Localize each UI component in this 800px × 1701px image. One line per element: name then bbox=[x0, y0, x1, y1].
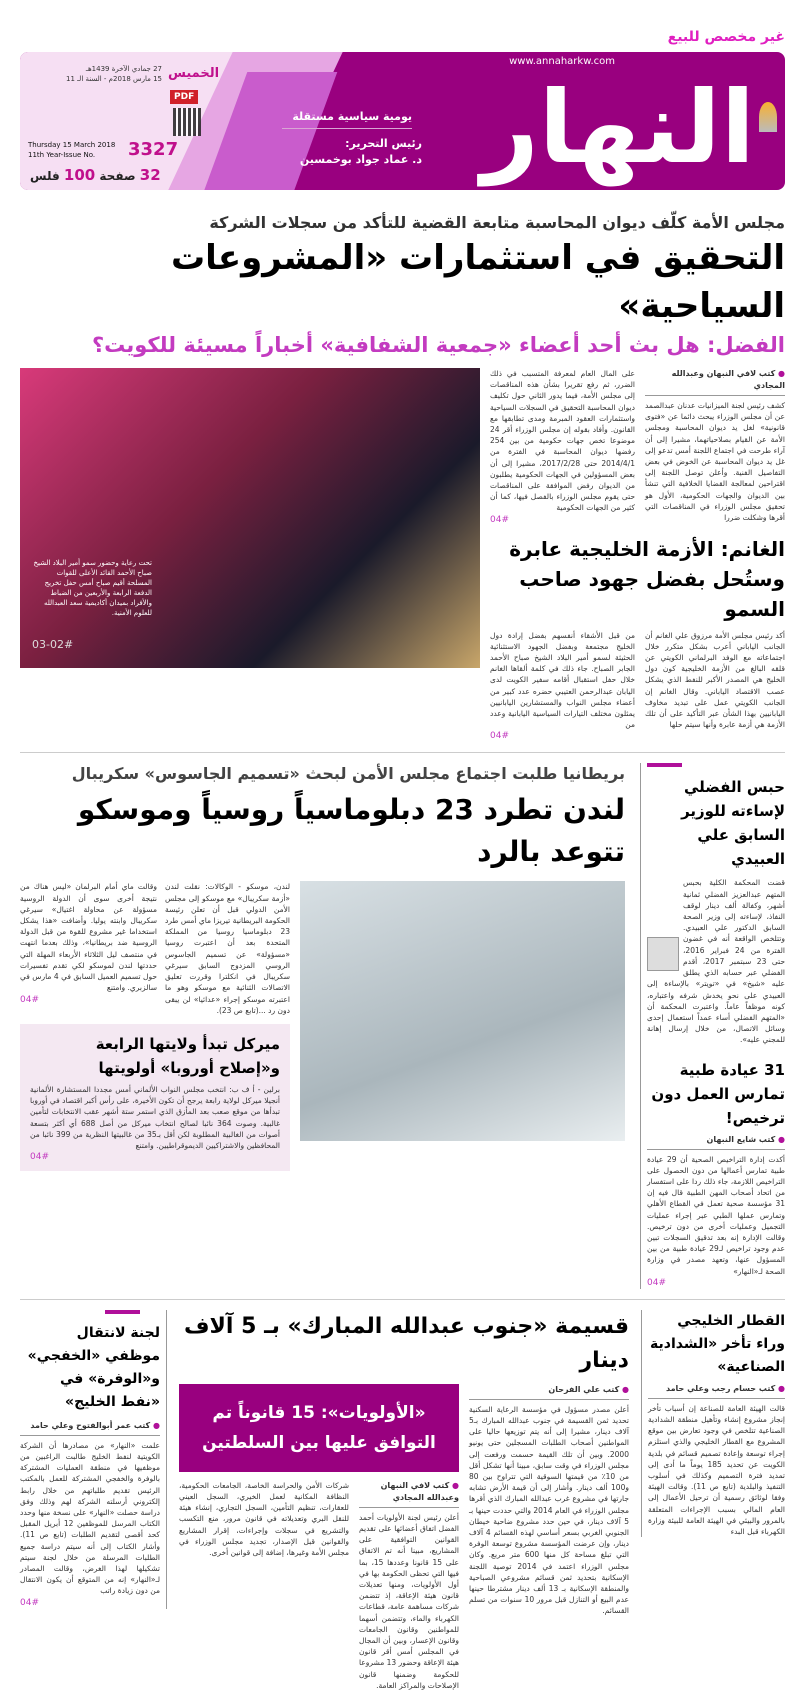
train-sidebar bbox=[641, 1310, 785, 1537]
website-link[interactable]: www.annaharkw.com bbox=[509, 56, 615, 67]
gregorian-date-en: Thursday 15 March 2018 bbox=[28, 141, 116, 149]
logo-sun-icon bbox=[759, 102, 777, 132]
lead-headline: التحقيق في استثمارات «المشروعات السياحية» bbox=[171, 238, 785, 326]
ghanim-headline-line2: وستُحل بفضل جهود صاحب السمو bbox=[519, 566, 785, 621]
lead-col-1: كشف رئيس لجنة الميزانيات عدنان عبدالصمد عن أن مجلس الوزراء يبحث دائما عن «فتوى قانونية» لغل يد ديوان المحاسبة ومجلس الأمة عن القيام بصلاحياتهما، مشيرا إلى أن آراء طرحت في اجتماع اللجنة أمس تدعو إلى غل يد ديوان المحاسبة عن الخوض في بعض التفاصيل الفنية. وأعلن توصل اللجنة إلى اقتراحين لمعالجة القضايا الخلافية التي تنشأ بين الديوان والجهات الحكومية، الأول هو تحقيق مجلس الوزراء في المناقصات التي أقرها وشكلت ضررا bbox=[645, 401, 785, 523]
merkel-ref[interactable]: 04# bbox=[30, 1152, 49, 1163]
bottom-section bbox=[20, 1310, 785, 1691]
ghanim-headline bbox=[490, 534, 785, 624]
qaseema-byline: ● كتب علي الفرحان bbox=[469, 1384, 629, 1400]
train-body: قالت الهيئة العامة للصناعة إن أسباب تأخر إنجاز مشروع إنشاء وتأهيل منطقة الشدادية الصناعية تتلخص في وجود تعارض بين موقع المشروع مع القطار الخليجي والذي استلزم إجراء توسعة وإعادة تصميم قسائم في بلدية الكويت عن تحديد 185 يوماً ما أدى إلى تمديد فترة التصميم وكذلك في أسلوب التنفيذ والبلدية (تابع ص 11). وقالت الهيئة وفقا لوثائق رسمية أن ترحيل الأعمال إلى العام المالي بسبب الإجراءات المتعلقة بالمرور والبيئي في الهيئة العامة للبيئة وزارة الكهرباء قبل البدء bbox=[647, 1403, 786, 1536]
fadhli-body: قضت المحكمة الكلية بحبس المتهم عبدالعزيز الفضلي ثمانية أشهر، وكفالة ألف دينار لوقف النفاذ، لإساءته إلى وزير الصحة السابق الدكتور علي العبيدي. وتتلخص الواقعة أنه في غضون الفترة من 24 فبراير 2016، حتى 23 سبتمبر 2017، أقدم الفضلي عبر حسابه الذي يطلق عليه «شيخ» في «تويتر» بالإساءة إلى العبيدي على نحو يخدش شرفه واعتباره، كونه موظفاً عاماً. واعتبرت المحكمة أن «المتهم الفضلي أساء عمداً استعمال إحدى وسائل الاتصال، من خلال إرسال إهانة للمجني عليه». bbox=[647, 878, 785, 1045]
khafji-headline: لجنة لانتقال موظفي «الخفجي» و«الوفرة» في «نفط الخليج» bbox=[27, 1324, 160, 1410]
lead-ref[interactable]: 04# bbox=[490, 514, 509, 525]
london-text-area bbox=[20, 881, 290, 1171]
price-info bbox=[30, 166, 161, 185]
price: 100 bbox=[63, 166, 96, 184]
lead-col-2-wrap bbox=[490, 368, 635, 526]
london-ref[interactable]: 04# bbox=[20, 994, 39, 1005]
priorities-headline-box: «الأولويات»: 15 قانوناً تم التوافق عليها بين السلطتين bbox=[179, 1384, 459, 1472]
khafji-byline: ● كتب عمر أبوالفتوح وعلي حامد bbox=[20, 1420, 160, 1436]
clinics-byline: ● كتب شايع النبهان bbox=[647, 1134, 785, 1150]
qaseema-col bbox=[469, 1384, 629, 1617]
merkel-body: برلين - أ ف ب: انتخب مجلس النواب الألماني أمس مجددا المستشارة الألمانية أنجيلا ميركل لولاية رابعة يرجح أن تكون الأخيرة، على رأس أكبر اقتصاد في أوروبا تبدأها من موقع صعب بعد المأزق الذي استمر ستة أشهر عقب الانتخابات لتأمين غالبية. وصوت 364 نائبا لصالح انتخاب ميركل من أصل 688 أي أكثر بتسعة أصوات من الغالبية المطلوبة لكن أقل بـ35 من غالبيتها النظرية من 399 نائبا من المحافظين والاشتراكيين الديموقراطيين. وامتنع bbox=[30, 1084, 281, 1150]
merkel-headline-line1: ميركل تبدأ ولايتها الرابعة bbox=[95, 1034, 280, 1053]
lead-col-1-wrap bbox=[645, 368, 785, 523]
sidebar-accent-bar bbox=[105, 1310, 140, 1314]
lead-kicker: مجلس الأمة كلّف ديوان المحاسبة متابعة القضية للتأكد من سجلات الشركة bbox=[209, 213, 785, 232]
merkel-headline-line2: و«إصلاح أوروبا» أولويتها bbox=[98, 1058, 280, 1077]
ghanim-col-2-wrap bbox=[490, 630, 635, 743]
london-col-2-wrap bbox=[20, 881, 157, 1005]
lead-byline: ● كتب لافي النبهان وعبدالله المجادي bbox=[645, 368, 785, 396]
clinics-body: أكدت إدارة التراخيص الصحية أن 29 عيادة طبية تمارس أعمالها من دون الحصول على التراخيص اللازمة، جاء ذلك ردا على استفسار من اتحاد أصحاب المهن الطبية قال فيه إن 31 مؤسسة صحية تعمل في القطاع الأهلي وتمارس عملها الطبي عبر إجراء عمليات التجميل وعمليات أخرى من دون ترخيص. وقالت الإدارة إنه بعد تدقيق السجلات تبين عدم وجود تراخيص لـ29 عيادة طبية من بين المسؤول عنها، وتعهد مصدر في وزارة الصحة لـ«النهار» bbox=[647, 1154, 785, 1276]
issue-number: 3327 bbox=[128, 139, 179, 160]
section-divider bbox=[20, 1299, 785, 1300]
editor-label: رئيس التحرير: bbox=[345, 137, 422, 150]
editor-in-chief bbox=[282, 136, 422, 168]
priorities-col-1: أعلن رئيس لجنة الأولويات أحمد الفضل اتفاق أعضائها على تقديم القوانين التوافقية على المشاريع، مبينا أنه تم الاتفاق على 15 قانونا وعددها 15، بما فيها التي تحظى الحكومة بها في أول الأولويات، ومنها تعديلات قانون هيئة الإعاقة، إذ تتضمن شركات مساهمة عامة، قطاعات الكهرباء والماء، وتتضمن أسهما للمواطنين وقانون الجامعات وقانون الإعسار، وبين أن المجال في المجلس أمس أقر قانون هيئة الإعاقة وحضور 13 مشروعا للحكومة وضمنها قانون الإصلاحات والمراكز العامة. bbox=[358, 1512, 459, 1690]
gregorian-date-ar: 15 مارس 2018م - السنة الـ 11 bbox=[65, 75, 162, 83]
section-divider bbox=[20, 752, 785, 753]
london-kicker: بريطانيا طلبت اجتماع مجلس الأمن لبحث «تسميم الجاسوس» سكريبال bbox=[71, 764, 625, 784]
priorities-col-1-wrap bbox=[359, 1480, 459, 1691]
hijri-date: 27 جمادي الآخرة 1439هـ bbox=[85, 65, 162, 73]
merkel-box bbox=[20, 1024, 290, 1171]
right-sidebar bbox=[640, 763, 785, 1288]
qaseema-area bbox=[179, 1310, 629, 1691]
merkel-photo bbox=[300, 881, 625, 1141]
train-byline: ● كتب حسام رجب وعلي حامد bbox=[648, 1383, 785, 1399]
london-headline: لندن تطرد 23 دبلوماسياً روسياً وموسكو تتوعد بالرد bbox=[77, 793, 625, 869]
london-col-1: لندن، موسكو - الوكالات: نقلت لندن «أزمة سكريبال» مع موسكو إلى مجلس الأمن الدولي قبل أن تعلن رئيسة الحكومة البريطانية تيريزا ماي أمس طرد 23 دبلوماسيا روسيا من المملكة المتحدة بعد أن اعتبرت روسيا «مسؤولة» عن تسميم الجاسوس الروسي المزدوج السابق سيرغي سكريبال في انكلترا وقررت تعليق الاتصالات الثنائية مع موسكو وهو ما اعتبرته موسكو إجراء «عدائيا» لن يبقى دون رد ...(تابع ص 23). bbox=[165, 882, 290, 1015]
lead-subhead: الفضل: هل بث أحد أعضاء «جمعية الشفافية» أخباراً مسيئة للكويت؟ bbox=[91, 333, 785, 357]
middle-section bbox=[20, 763, 785, 1288]
fadhli-text-wrap bbox=[647, 877, 785, 1045]
photo-caption: تحت رعاية وحضور سمو أمير البلاد الشيخ صباح الأحمد القائد الأعلى للقوات المسلحة أقيم صباح أمس حفل تخريج الدفعة الرابعة والأربعين من الضباط والأفراد بميدان أكاديمية سعد العبدالله للعلوم الأمنية. bbox=[33, 559, 152, 617]
page-count: 32 bbox=[139, 166, 161, 184]
merkel-headline bbox=[30, 1032, 280, 1080]
tagline: يومية سياسية مستقلة bbox=[282, 110, 412, 129]
photo-ref: 03-02# bbox=[32, 638, 74, 651]
lead-text-area bbox=[490, 368, 785, 742]
ghanim-headline-line1: الغانم: الأزمة الخليجية عابرة bbox=[509, 536, 785, 561]
dates-ar bbox=[28, 64, 162, 84]
qr-code-icon[interactable] bbox=[173, 108, 201, 136]
dates-en bbox=[28, 140, 123, 160]
lead-story bbox=[20, 212, 785, 742]
fadhli-headline: حبس الفضلي لإساءته للوزير السابق علي العبيدي bbox=[681, 778, 785, 869]
qaseema-body: أعلن مصدر مسؤول في مؤسسة الرعاية السكنية تحديد ثمن القسيمة في جنوب عبدالله المبارك بـ5 آلاف دينار، مشيرا إلى أنه يتم توزيعها حاليا على المواطنين أصحاب الطلبات المسجلين حتى يونيو 2000. وبين أن تلك القيمة حسمت ورفعت إلى مجلس الوزراء في وقت سابق، مبينا أنها تشكل أقل من 10٪ من قيمتها السوقية التي تتراوح بين 80 و100 ألف دينار. وأشار إلى أن قيمة الأرض تشابه جارتها في مشروع غرب عبدالله المبارك الذي أقرها مجلس الوزراء في العام 2014 والتي حددت حينها بـ 5 آلاف دينار، في حين حدد مشروع ضاحية خيطان الجنوبي الغربي بسعر أساسي لهذه القسائم 4 آلاف دينار، وإن عرضت المؤسسة مشروع توسعة الوفرة التي تبلغ مساحة كل منها 600 متر مربع. وكان مجلس الوزراء اعتمد في 2014 توصية اللجنة الإسكانية بتحديد ثمن قسائم مشروعي الصباحية والمنطقة الإسكانية بـ 13 ألف دينار مشترطا حينها عدم البيع أو التنازل قبل مرور 10 سنوات من تسلم القسائم. bbox=[468, 1404, 629, 1616]
currency-label: فلس bbox=[30, 169, 60, 183]
priorities-col-2: شركات الأمن والحراسة الخاصة، الجامعات الحكومية، النظافة المكانية لعمل الخيري، السجل العيني للعقارات، تنظيم التأمين، السجل التجاري، إنشاء هيئة للنقل البري وتعديلاته في قانون مرور، منع التكسب والتشريع في سجلات وإجراءات، إقرار المشاريع والقوانين قبل الإصدار، تجديد مجلس الوزراء في مجلس الأمة وغيرها، إضافة إلى قوانين أخرى. bbox=[178, 1480, 349, 1557]
khafji-ref[interactable]: 04# bbox=[20, 1597, 39, 1608]
qaseema-headline: قسيمة «جنوب عبدالله المبارك» بـ 5 آلاف دينار bbox=[183, 1313, 629, 1373]
priorities-byline: ● كتب لافي النبهان وعبدالله المجادي bbox=[359, 1480, 459, 1508]
left-sidebar bbox=[20, 1310, 167, 1609]
train-headline: القطار الخليجي وراء تأخر «الشدادية الصناعية» bbox=[650, 1312, 785, 1375]
clinics-ref[interactable]: 04# bbox=[647, 1277, 666, 1288]
ghanim-col-1: أكد رئيس مجلس الأمة مرزوق علي الغانم أن الجانب الياباني أعرب بشكل متكرر خلال اجتماعاته مع الوفد البرلماني الكويتي عن قلقه البالغ من الأزمة الخليجية كون دول الخليج هي المصدر الأكبر للنفط الذي يشكل عصب الاقتصاد الياباني. وقال الغانم إن الجانب الكويتي عمل على تبديد مخاوف اليابانيين بهذا الشأن عبر التأكيد على أن تلك الأزمة هي أزمة عابرة وأنها سيتم حلها bbox=[645, 630, 785, 730]
not-for-sale-label: غير مخصص للبيع bbox=[667, 29, 785, 45]
fadhli-portrait bbox=[647, 937, 679, 971]
newspaper-logo: النهار bbox=[481, 69, 755, 186]
london-story bbox=[20, 763, 625, 1171]
lead-col-2: على المال العام لمعرفة المتسبب في ذلك الضرر، ثم رفع تقريرا بشأن هذه المناقصات إلى مجلس الأمة، فيما يدور الثاني حول تكليف ديوان المحاسبة التحقيق في السجلات السياحية واستثمارات العقود المبرمة ومدى تطابقها مع القانون. وأفاد بقوله إن مجلس الوزراء أقر 24 موضوعا تخص جهات حكومية من بين 254 رفضها ديوان المحاسبة في الفترة من 2014/4/1 حتى 2017/2/28، مشيرا إلى أن بعض المسؤولين في الجهات الحكومية يطلبون من الديوان رفض الموافقة على المناقصات حتى يقوم مجلس الوزراء بالفصل فيها، كما أن كثير من الجهات الحكومية bbox=[490, 369, 635, 513]
masthead bbox=[20, 52, 785, 190]
pages-label: صفحة bbox=[99, 169, 136, 183]
clinics-headline: 31 عيادة طبية تمارس العمل دون ترخيص! bbox=[651, 1060, 785, 1127]
khafji-body: علمت «النهار» من مصادرها أن الشركة الكويتية لنفط الخليج طالبت الراغبين من موظفيها في منطقة العمليات المشتركة بالوفرة والخفجي المشتركة للعمل بالمكتب الرئيس تقديم طلباتهم من خلال رابط إلكتروني أرسلته الشركة لهم وذلك وفق دراسة حصلت «النهار» على نسخة منها وحدد الكتاب المرسل للموظفين 12 أبريل المقبل كحد أقصى لتقديم الطلبات (تابع ص 11). وأشار الكتاب إلى أنه سيتم دراسة جميع الطلبات المرسلة من خلال لجنة سيتم تشكيلها لهذا الغرض، وقالت المصادر لـ«النهار» إنه من المتوقع أن يكون الانتقال من دون زيادة راتب bbox=[20, 1440, 160, 1596]
london-col-2: وقالت ماي أمام البرلمان «ليس هناك من نتيجة أخرى سوى أن الدولة الروسية مسؤولة عن محاولة اغتيال» سيرغي سكريبال وابنته يوليا. وأضافت «هذا يشكل استخداما غير مشروع للقوة من قبل الدولة الروسية ضد بريطانيا»، وذلك بعدما انتهت في منتصف ليل الثلاثاء الأربعاء المهلة التي حددتها لندن لموسكو لكي تقدم تفسيرات حول تسميم العميل السابق في 4 مارس في سالزبري. وامتنع bbox=[20, 882, 157, 993]
year-issue-label: 11th Year-Issue No. bbox=[28, 151, 96, 159]
priorities-story bbox=[179, 1384, 459, 1691]
weekday: الخميس bbox=[168, 66, 220, 81]
ghanim-col-2: من قبل الأشقاء أنفسهم بفضل إرادة دول الخليج مجتمعة وبفضل الجهود الاستثنائية الحثيثة لسمو أمير البلاد الشيخ صباح الأحمد الجابر الصباح. جاء ذلك في كلمة ألقاها الغانم خلال حفل استقبال أقامه سفير الكويت لدى اليابان عبدالرحمن العتيبي حضره عدد كبير من أعضاء مجلس النواب والمستشارين اليابانيين يمثلون مختلف التيارات السياسية اليابانية وعدد من bbox=[490, 630, 635, 730]
sidebar-accent-bar bbox=[647, 763, 682, 767]
lead-photo bbox=[20, 368, 480, 668]
ghanim-ref[interactable]: 04# bbox=[490, 731, 509, 742]
editor-name: د. عماد جواد بوخمسين bbox=[299, 153, 422, 166]
pdf-badge[interactable]: PDF bbox=[170, 90, 198, 104]
